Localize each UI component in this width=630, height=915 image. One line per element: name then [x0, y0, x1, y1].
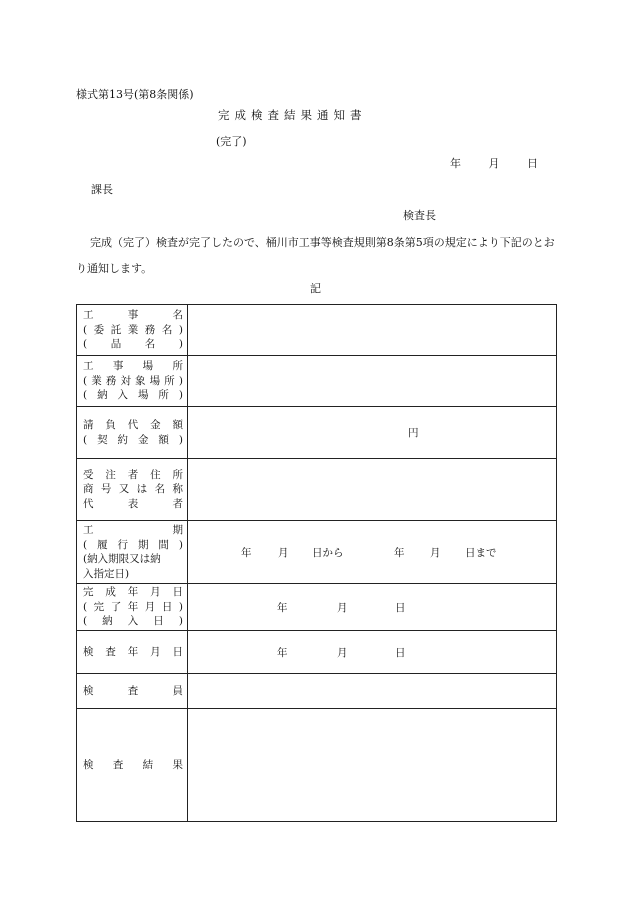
label-line: (納入期限又は納: [83, 553, 161, 565]
value-work-period[interactable]: [188, 521, 557, 584]
table-row: [77, 356, 557, 407]
label-inspection-date: [77, 631, 188, 674]
table-row: [77, 631, 557, 674]
inspection-day: 日: [395, 647, 406, 659]
label-inspector: [77, 674, 188, 709]
label-line: 商 号 又 は 名 称: [83, 483, 183, 496]
table-row: [77, 407, 557, 459]
label-line: 受 注 者 住 所: [83, 468, 183, 481]
inspection-month: 月: [337, 647, 348, 659]
value-inspection-date[interactable]: [188, 631, 557, 674]
document-subtitle: (完了): [216, 135, 247, 148]
label-line: 工 事 場 所: [83, 360, 183, 373]
label-line: ( 業 務 対 象 場 所 ): [83, 374, 183, 387]
value-completion-date[interactable]: [188, 584, 557, 631]
label-line: ( 完 了 年 月 日 ): [83, 600, 183, 613]
result-table: [76, 304, 557, 822]
period-start-year: 年: [241, 547, 252, 559]
label-line: ( 委 託 業 務 名 ): [83, 323, 183, 336]
value-inspector[interactable]: [188, 674, 557, 709]
table-row: [77, 674, 557, 709]
date-year: 年: [450, 157, 461, 170]
label-inspection-result: [77, 709, 188, 822]
inspector-chief: 検査長: [403, 209, 436, 222]
label-line: ( 納 入 日 ): [83, 615, 183, 628]
value-work-name[interactable]: [188, 305, 557, 356]
label-work-period: [77, 521, 188, 584]
date-month: 月: [488, 157, 500, 170]
body-text: 完成（完了）検査が完了したので、桶川市工事等検査規則第8条第5項の規定により下記のとおり通知します。: [76, 236, 555, 275]
table-row: [77, 584, 557, 631]
period-end-month: 月: [430, 547, 441, 559]
label-line: 検 査 員: [83, 684, 183, 697]
label-line: 完 成 年 月 日: [83, 586, 183, 599]
period-end-day: 日まで: [465, 547, 497, 559]
label-line: 工 事 名: [83, 309, 183, 322]
label-line: ( 履 行 期 間 ): [83, 538, 183, 551]
label-line: 代 表 者: [83, 497, 183, 510]
completion-year: 年: [277, 602, 288, 614]
value-contractor[interactable]: [188, 459, 557, 521]
date-day: 日: [527, 157, 538, 170]
period-start-month: 月: [278, 547, 289, 559]
label-work-name: [77, 305, 188, 356]
label-line: 工 期: [83, 524, 183, 536]
label-line: ( 品 名 ): [83, 338, 183, 351]
period-start-day: 日から: [312, 547, 344, 559]
label-contract-amount: [77, 407, 188, 459]
document-title: 完成検査結果通知書: [218, 108, 367, 122]
label-line: ( 契 約 金 額 ): [83, 433, 183, 446]
value-work-location[interactable]: [188, 356, 557, 407]
table-row: [77, 709, 557, 822]
label-line: 検 査 年 月 日: [83, 645, 183, 658]
label-work-location: [77, 356, 188, 407]
yen-unit: 円: [408, 427, 419, 439]
table-row: [77, 305, 557, 356]
label-contractor: [77, 459, 188, 521]
table-row: [77, 459, 557, 521]
completion-day: 日: [395, 602, 406, 614]
value-inspection-result[interactable]: [188, 709, 557, 822]
table-row: [77, 521, 557, 584]
ki-label: 記: [310, 282, 321, 295]
label-line: 入指定日): [83, 567, 130, 580]
period-end-year: 年: [394, 547, 405, 559]
label-line: 検 査 結 果: [83, 758, 183, 771]
value-contract-amount[interactable]: [188, 407, 557, 459]
addressee: 課長: [91, 183, 113, 196]
inspection-year: 年: [277, 647, 288, 659]
form-number: 様式第13号(第8条関係): [76, 88, 194, 101]
completion-month: 月: [337, 602, 348, 614]
date-line: [450, 155, 538, 171]
label-line: 請 負 代 金 額: [83, 419, 183, 431]
label-completion-date: [77, 584, 188, 631]
label-line: ( 納 入 場 所 ): [83, 389, 183, 402]
